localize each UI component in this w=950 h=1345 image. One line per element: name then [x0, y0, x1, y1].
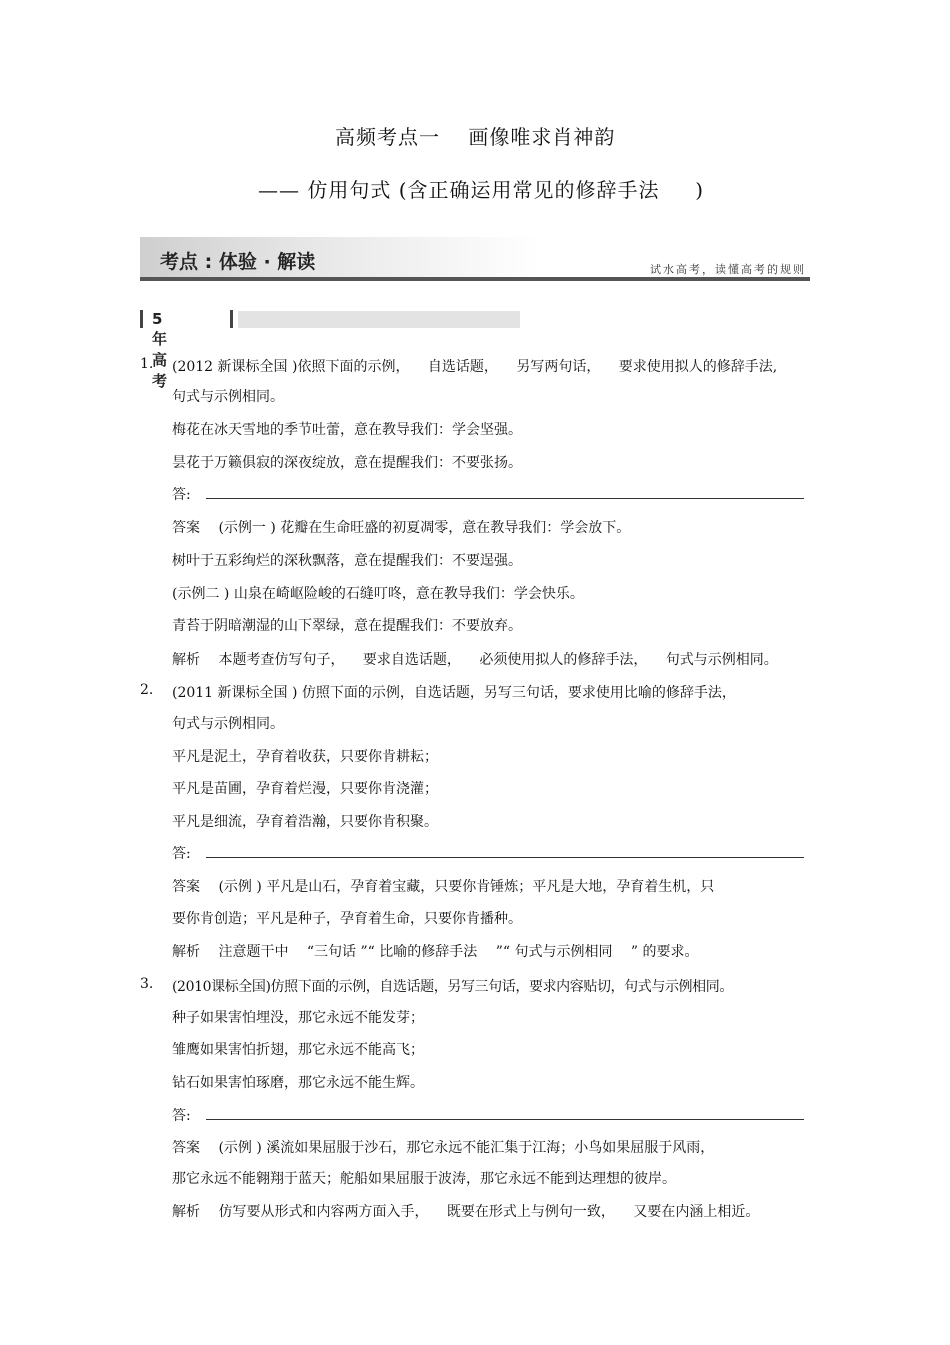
- answer-blank[interactable]: [206, 1119, 804, 1120]
- banner-slogan: 试水高考，读懂高考的规则: [650, 263, 806, 276]
- answer-line: 答案 (示例 ) 平凡是山石，孕育着宝藏，只要你肯锤炼；平凡是大地，孕育着生机，只: [172, 879, 715, 895]
- section-banner: [140, 237, 810, 283]
- page-subtitle: —— 仿用句式 (含正确运用常见的修辞手法 ): [258, 178, 705, 202]
- answer-blank[interactable]: [206, 857, 804, 858]
- question-prompt: (2010课标全国)仿照下面的示例，自选话题，另写三句话，要求内容贴切，句式与示例相同。: [172, 979, 733, 995]
- analysis-line: 解析 注意题干中 “三句话 ”“ 比喻的修辞手法 ”“ 句式与示例相同 ” 的要求。: [172, 944, 699, 960]
- example-line: 平凡是苗圃，孕育着烂漫，只要你肯浇灌；: [172, 781, 438, 797]
- question-number: 3.: [140, 976, 154, 992]
- example-line: 雏鹰如果害怕折翅，那它永远不能高飞；: [172, 1042, 424, 1058]
- answer-line: 答案 (示例一 ) 花瓣在生命旺盛的初夏凋零，意在教导我们：学会放下。: [172, 520, 631, 536]
- question-prompt: 句式与示例相同。: [172, 389, 284, 405]
- answer-blank[interactable]: [206, 498, 804, 499]
- banner-title: 考点 : 体验 · 解读: [160, 251, 316, 273]
- section-label: 5年高考: [152, 310, 169, 390]
- example-line: 钻石如果害怕琢磨，那它永远不能生辉。: [172, 1075, 424, 1091]
- answer-line: 树叶于五彩绚烂的深秋飘落，意在提醒我们：不要逞强。: [172, 553, 522, 569]
- answer-line: (示例二 ) 山泉在崎岖险峻的石缝叮咚，意在教导我们：学会快乐。: [172, 586, 584, 602]
- question-prompt: (2012 新课标全国 )依照下面的示例， 自选话题， 另写两句话， 要求使用拟人的修辞手法,: [172, 359, 778, 375]
- analysis-line: 解析 仿写要从形式和内容两方面入手， 既要在形式上与例句一致， 又要在内涵上相近。: [172, 1204, 760, 1220]
- example-line: 平凡是细流，孕育着浩瀚，只要你肯积聚。: [172, 814, 438, 830]
- page-title: 高频考点一 画像唯求肖神韵: [335, 125, 616, 149]
- answer-label: 答:: [172, 1108, 191, 1124]
- banner-rule: [140, 277, 810, 281]
- answer-label: 答:: [172, 846, 191, 862]
- example-line: 昙花于万籁俱寂的深夜绽放，意在提醒我们：不要张扬。: [172, 455, 522, 471]
- answer-line: 答案 (示例 ) 溪流如果屈服于沙石，那它永远不能汇集于江海；小鸟如果屈服于风雨，: [172, 1140, 715, 1156]
- answer-line: 青苔于阴暗潮湿的山下翠绿，意在提醒我们：不要放弃。: [172, 618, 522, 634]
- question-prompt: (2011 新课标全国 ) 仿照下面的示例，自选话题，另写三句话，要求使用比喻的修辞手法，: [172, 685, 736, 701]
- analysis-line: 解析 本题考查仿写句子， 要求自选话题， 必须使用拟人的修辞手法， 句式与示例相同。: [172, 652, 778, 668]
- answer-line: 那它永远不能翱翔于蓝天；舵船如果屈服于波涛，那它永远不能到达理想的彼岸。: [172, 1171, 676, 1187]
- example-line: 种子如果害怕埋没，那它永远不能发芽；: [172, 1010, 424, 1026]
- section-bar-right: [230, 310, 233, 328]
- question-number: 1.: [140, 356, 154, 372]
- question-prompt: 句式与示例相同。: [172, 716, 284, 732]
- question-number: 2.: [140, 682, 154, 698]
- example-line: 梅花在冰天雪地的季节吐蕾，意在教导我们：学会坚强。: [172, 422, 522, 438]
- section-bar-left: [140, 310, 143, 328]
- section-gray-bar: [238, 311, 520, 328]
- answer-line: 要你肯创造；平凡是种子，孕育着生命，只要你肯播种。: [172, 911, 522, 927]
- example-line: 平凡是泥土，孕育着收获，只要你肯耕耘；: [172, 749, 438, 765]
- answer-label: 答:: [172, 487, 191, 503]
